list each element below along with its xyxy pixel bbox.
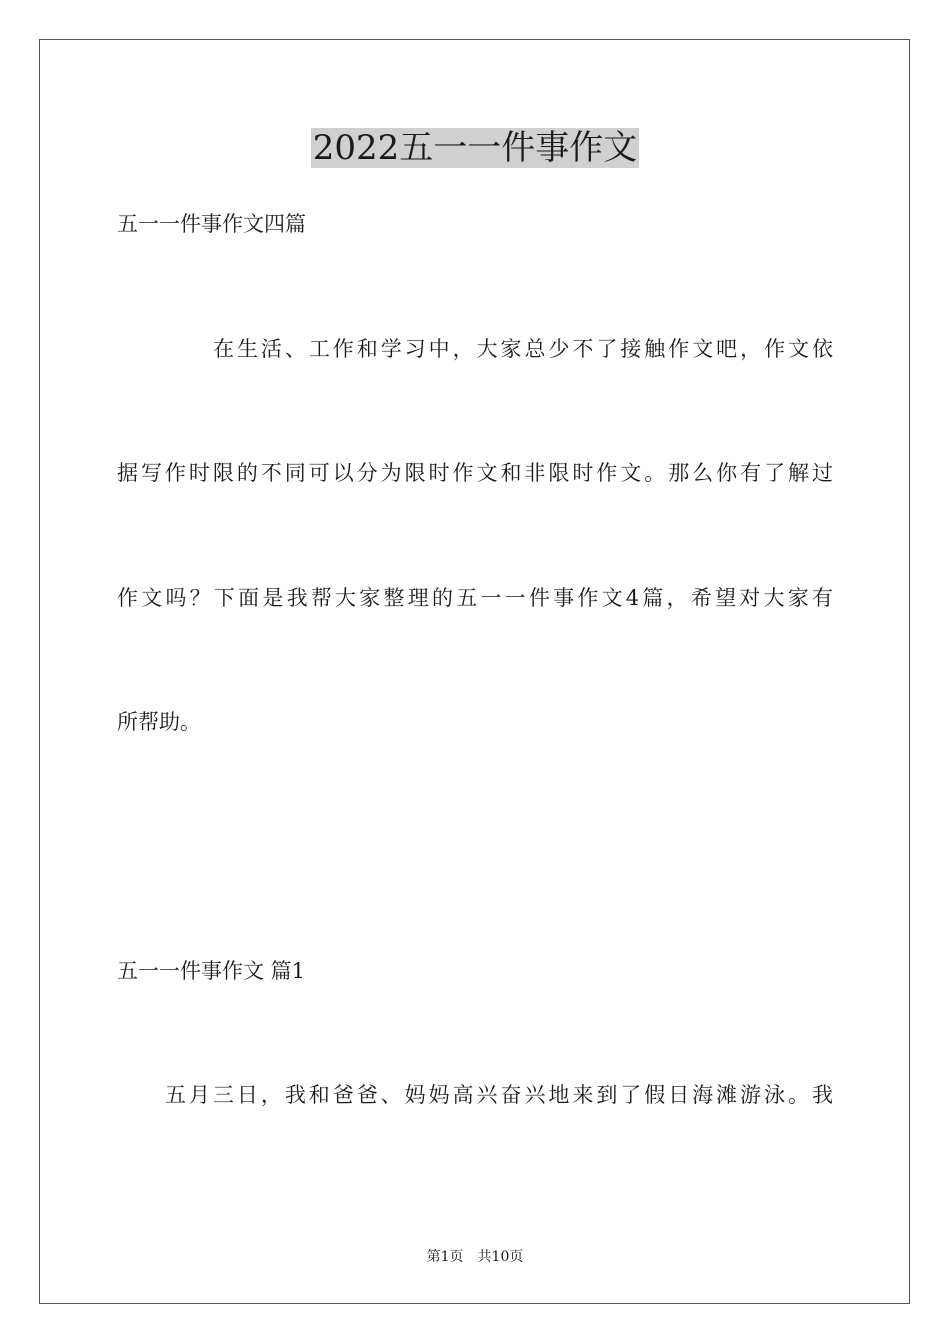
intro-line-4: 所帮助。 [117,710,201,734]
section-line-1: 五月三日，我和爸爸、妈妈高兴奋兴地来到了假日海滩游泳。我 [165,1083,833,1107]
section-heading: 五一一件事作文 篇1 [117,959,306,983]
document-subtitle: 五一一件事作文四篇 [117,212,306,236]
intro-line-1: 在生活、工作和学习中，大家总少不了接触作文吧，作文依 [213,337,833,361]
document-title-text: 2022五一一件事作文 [312,128,638,168]
page-number: 第1页 [426,1249,464,1265]
intro-line-2: 据写作时限的不同可以分为限时作文和非限时作文。那么你有了解过 [117,461,833,485]
intro-line-3: 作文吗？下面是我帮大家整理的五一一件事作文4篇，希望对大家有 [117,586,833,610]
page-footer [0,1248,950,1266]
document-title [0,126,950,170]
page-total: 共10页 [477,1249,524,1265]
